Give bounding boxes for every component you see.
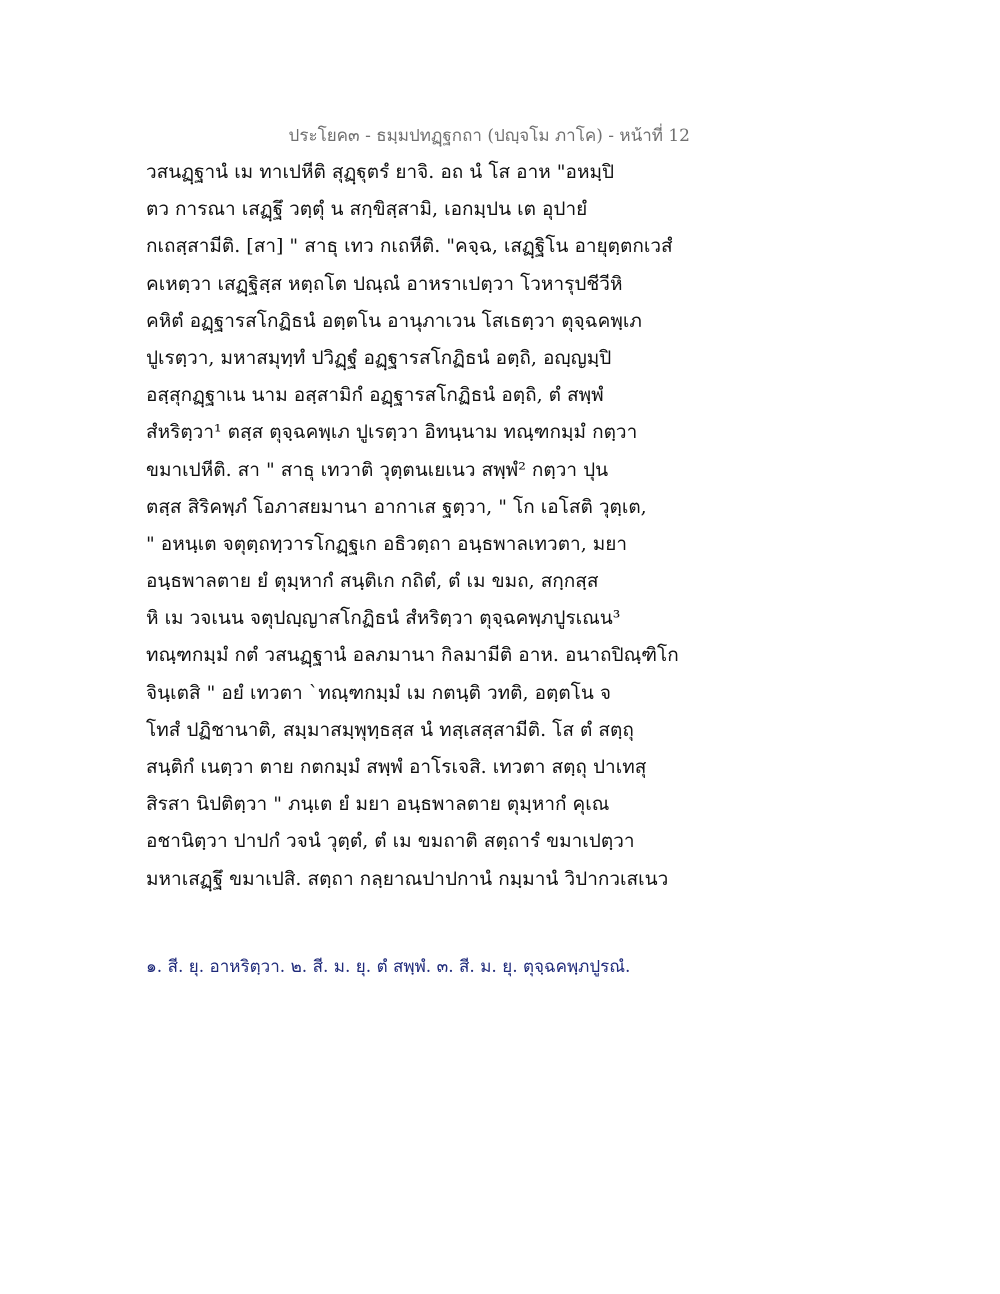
text-line-10: ตสฺส สิริคพฺภํ โอภาสยมานา อากาเส ฐตฺวา, " โก เอโสติ วุตฺเต,: [146, 495, 647, 518]
text-line-11: " อหนฺเต จตุตฺถทฺวารโกฏฺฐเก อธิวตฺถา อนฺธพาลเทวตา, มยา: [146, 532, 628, 555]
text-line-5: คหิตํ อฏฺฐารสโกฏิธนํ อตฺตโน อานุภาเวน โสเธตฺวา ตุจฺฉคพฺเภ: [146, 309, 642, 332]
page-running-head: ประโยค๓ - ธมฺมปทฏฺฐกถา (ปญฺจโม ภาโค) - หน้าที่ 12: [288, 126, 690, 146]
text-line-8: สํหริตฺวา¹ ตสฺส ตุจฺฉคพฺเภ ปูเรตฺวา อิทนฺนาม ทณฺฑกมฺมํ กตฺวา: [146, 421, 638, 444]
text-line-14: ทณฺฑกมฺมํ กตํ วสนฏฺฐานํ อลภมานา กิลมามีติ อาห. อนาถปิณฺฑิโก: [146, 644, 679, 667]
text-line-13: หิ เม วจเนน จตุปญฺญาสโกฏิธนํ สํหริตฺวา ตุจฺฉคพฺภปูรเณน³: [146, 607, 621, 630]
text-line-1: วสนฏฺฐานํ เม ทาเปหีติ สุฏฺฐุตรํ ยาจิ. อถ นํ โส อาห "อหมฺปิ: [146, 161, 615, 183]
text-line-18: สิรสา นิปติตฺวา " ภนฺเต ยํ มยา อนฺธพาลตาย ตุมฺหากํ คุเณ: [146, 793, 610, 816]
text-line-3: กเถสฺสามีติ. [สา] " สาธุ เทว กเถหีติ. "คจฺฉ, เสฏฺฐิโน อายุตฺตกเวสํ: [146, 235, 673, 258]
text-line-6: ปูเรตฺวา, มหาสมุทฺทํ ปวิฏฺฐํ อฏฺฐารสโกฏิธนํ อตฺถิ, อญฺญมฺปิ: [146, 346, 612, 369]
text-line-7: อสฺสุกฏฺฐาเน นาม อสฺสามิกํ อฏฺฐารสโกฏิธนํ อตฺถิ, ตํ สพฺพํ: [146, 384, 604, 407]
body-text: [146, 154, 706, 898]
text-line-15: จินฺเตสิ " อยํ เทวตา `ทณฺฑกมฺมํ เม กตนฺติ วทติ, อตฺตโน จ: [146, 681, 612, 704]
text-line-20: มหาเสฏฺฐึ ขมาเปสิ. สตฺถา กลฺยาณปาปกานํ กมฺมานํ วิปากวเสเนว: [146, 867, 669, 890]
text-line-12: อนฺธพาลตาย ยํ ตุมฺหากํ สนฺติเก กถิตํ, ตํ เม ขมถ, สกฺกสฺส: [146, 570, 599, 593]
text-line-9: ขมาเปหีติ. สา " สาธุ เทวาติ วุตฺตนเยเนว สพฺพํ² กตฺวา ปุน: [146, 458, 609, 481]
text-line-17: สนฺติกํ เนตฺวา ตาย กตกมฺมํ สพฺพํ อาโรเจสิ. เทวตา สตฺถุ ปาเทสุ: [146, 756, 647, 778]
text-line-4: คเหตฺวา เสฏฺฐิสฺส หตฺถโต ปณฺณํ อาหราเปตฺวา โวหารุปชีวีหิ: [146, 272, 623, 295]
footnote: ๑. สี. ยุ. อาหริตฺวา. ๒. สี. ม. ยุ. ตํ สพฺพํ. ๓. สี. ม. ยุ. ตุจฺฉคพฺภปูรณํ.: [146, 957, 631, 977]
text-line-16: โทสํ ปฏิชานาติ, สมฺมาสมฺพุทฺธสฺส นํ ทสฺเสสฺสามีติ. โส ตํ สตฺถุ: [146, 718, 634, 741]
text-line-2: ตว การณา เสฏฺฐึ วตฺตุํ น สกฺขิสฺสามิ, เอกมฺปน เต อุปายํ: [146, 198, 588, 221]
text-line-19: อชานิตฺวา ปาปกํ วจนํ วุตฺตํ, ตํ เม ขมถาติ สตฺถารํ ขมาเปตฺวา: [146, 830, 635, 853]
